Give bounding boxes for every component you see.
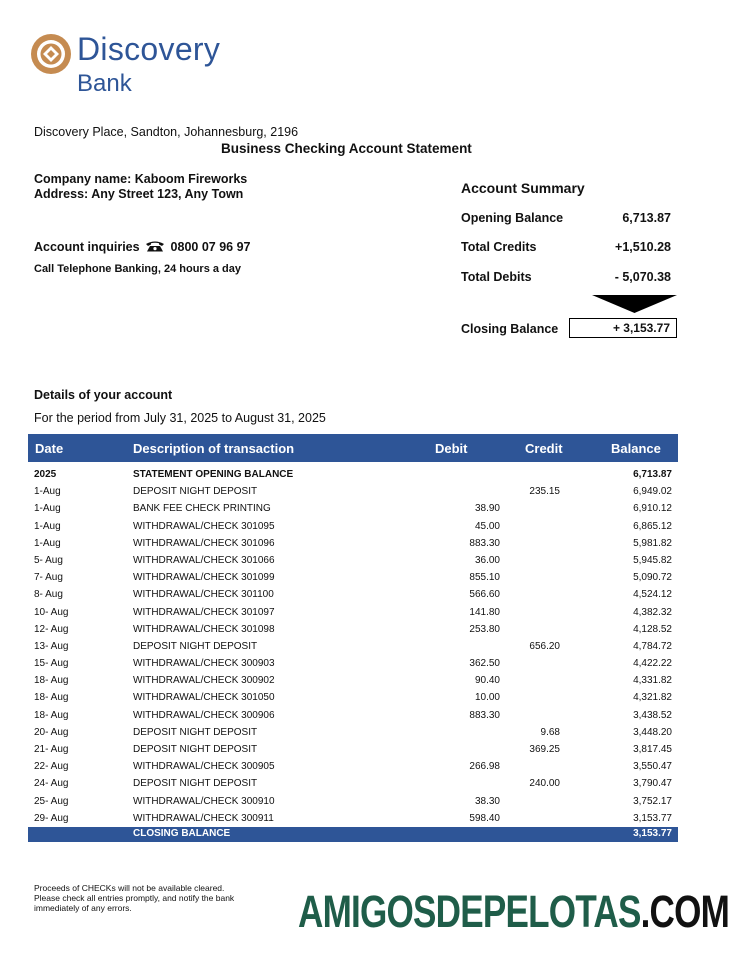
table-row	[28, 810, 678, 827]
row-debit: 90.40	[474, 675, 500, 687]
total-credits-row	[461, 240, 671, 254]
statement-title: Business Checking Account Statement	[221, 141, 472, 156]
company-info	[34, 172, 247, 202]
row-balance: 5,945.82	[633, 554, 672, 566]
row-debit: 566.60	[469, 589, 500, 601]
table-row	[28, 483, 678, 500]
row-credit: 656.20	[529, 640, 560, 652]
row-date: 10- Aug	[34, 606, 69, 618]
row-balance: 6,949.02	[633, 486, 672, 498]
opening-balance-value: 6,713.87	[622, 211, 671, 225]
table-row	[28, 775, 678, 792]
row-balance: 5,981.82	[633, 537, 672, 549]
closing-balance-label: Closing Balance	[461, 322, 559, 336]
row-description: WITHDRAWAL/CHECK 301098	[133, 623, 275, 635]
header-date: Date	[35, 441, 64, 456]
table-row	[28, 586, 678, 603]
row-date: 21- Aug	[34, 744, 69, 755]
row-balance: 4,524.12	[633, 589, 672, 601]
table-header	[28, 434, 678, 462]
table-row	[28, 793, 678, 810]
table-row	[28, 569, 678, 586]
header-description: Description of transaction	[133, 441, 295, 456]
header-credit: Credit	[525, 441, 563, 456]
total-credits-value: +1,510.28	[615, 240, 671, 254]
row-balance: 3,752.17	[633, 795, 672, 807]
row-credit: 240.00	[529, 778, 560, 790]
company-name: Company name: Kaboom Fireworks	[34, 172, 248, 186]
row-description: STATEMENT OPENING BALANCE	[133, 469, 294, 480]
row-debit: 45.00	[474, 520, 500, 532]
row-debit: 883.30	[469, 537, 500, 549]
total-debits-value: - 5,070.38	[614, 270, 671, 284]
discovery-logo-icon	[30, 33, 72, 75]
table-row	[28, 621, 678, 638]
row-date: 1-Aug	[34, 537, 61, 549]
row-date: 13- Aug	[34, 640, 69, 652]
row-date: 22- Aug	[34, 761, 69, 773]
row-balance: 3,448.20	[633, 726, 672, 738]
table-row	[28, 707, 678, 724]
logo-name: Discovery	[77, 31, 221, 67]
row-debit: 38.30	[474, 795, 500, 807]
total-debits-row	[461, 270, 671, 284]
watermark-dot: .	[640, 886, 650, 937]
row-date: 8- Aug	[34, 589, 63, 601]
table-row	[28, 724, 678, 741]
row-balance: 4,382.32	[633, 606, 672, 618]
row-date: 1-Aug	[34, 486, 61, 498]
header-balance: Balance	[611, 441, 661, 456]
row-balance: 3,790.47	[633, 778, 672, 790]
row-description: DEPOSIT NIGHT DEPOSIT	[133, 778, 258, 790]
company-address: Address: Any Street 123, Any Town	[34, 187, 244, 201]
row-balance: 6,713.87	[633, 469, 672, 480]
row-balance: 4,321.82	[633, 692, 672, 704]
row-date: 1-Aug	[34, 503, 61, 515]
footer-note: Proceeds of CHECKs will not be available cleared. Please check all entries promptly, and notify the bank immediately of any errors.	[34, 883, 235, 913]
row-description: BANK FEE CHECK PRINTING	[133, 503, 271, 515]
table-row	[28, 741, 678, 758]
footer-label: CLOSING BALANCE	[133, 827, 231, 839]
inquiries-label: Account inquiries	[34, 240, 140, 254]
table-row	[28, 655, 678, 672]
row-debit: 266.98	[469, 761, 500, 773]
row-debit: 855.10	[469, 572, 500, 584]
table-footer	[28, 827, 678, 842]
bank-logo	[30, 33, 260, 103]
row-debit: 253.80	[469, 623, 500, 635]
row-credit: 369.25	[529, 744, 560, 755]
row-balance: 4,784.72	[633, 640, 672, 652]
row-balance: 3,438.52	[633, 709, 672, 721]
account-inquiries	[34, 240, 251, 254]
telephone-icon	[145, 240, 165, 252]
row-date: 1-Aug	[34, 520, 61, 532]
row-description: WITHDRAWAL/CHECK 301096	[133, 537, 275, 549]
table-row	[28, 672, 678, 689]
footer-balance: 3,153.77	[633, 827, 672, 839]
row-balance: 3,153.77	[633, 812, 672, 824]
row-debit: 36.00	[474, 554, 500, 566]
row-description: WITHDRAWAL/CHECK 300903	[133, 658, 275, 670]
row-description: WITHDRAWAL/CHECK 301100	[133, 589, 274, 601]
opening-balance-label: Opening Balance	[461, 211, 564, 225]
row-date: 25- Aug	[34, 795, 69, 807]
row-date: 18- Aug	[34, 675, 69, 687]
row-date: 20- Aug	[34, 726, 69, 738]
row-balance: 4,331.82	[633, 675, 672, 687]
header-debit: Debit	[435, 441, 468, 456]
row-description: WITHDRAWAL/CHECK 301099	[133, 572, 275, 584]
details-title: Details of your account	[34, 388, 173, 402]
inquiries-phone: 0800 07 96 97	[170, 240, 251, 254]
row-date: 18- Aug	[34, 692, 69, 704]
row-balance: 6,910.12	[633, 503, 672, 515]
row-description: DEPOSIT NIGHT DEPOSIT	[133, 726, 258, 738]
row-debit: 38.90	[474, 503, 500, 515]
row-date: 18- Aug	[34, 709, 69, 721]
row-description: WITHDRAWAL/CHECK 301066	[133, 554, 275, 566]
row-description: WITHDRAWAL/CHECK 300905	[133, 761, 275, 773]
watermark-tld: COM	[649, 886, 729, 937]
total-credits-label: Total Credits	[461, 240, 537, 254]
row-description: DEPOSIT NIGHT DEPOSIT	[133, 744, 258, 755]
row-credit: 235.15	[529, 486, 560, 498]
row-balance: 6,865.12	[633, 520, 672, 532]
logo-sub: Bank	[77, 70, 132, 97]
row-balance: 3,550.47	[633, 761, 672, 773]
row-date: 2025	[34, 469, 57, 480]
row-balance: 5,090.72	[633, 572, 672, 584]
row-description: DEPOSIT NIGHT DEPOSIT	[133, 486, 258, 498]
table-row	[28, 689, 678, 706]
row-description: WITHDRAWAL/CHECK 301095	[133, 520, 275, 532]
table-body	[28, 466, 678, 827]
watermark	[298, 886, 729, 938]
table-row	[28, 552, 678, 569]
row-description: WITHDRAWAL/CHECK 301050	[133, 692, 275, 704]
row-date: 7- Aug	[34, 572, 63, 584]
row-debit: 598.40	[469, 812, 500, 824]
row-balance: 3,817.45	[633, 744, 672, 755]
row-debit: 10.00	[474, 692, 500, 704]
table-row	[28, 604, 678, 621]
row-debit: 362.50	[469, 658, 500, 670]
statement-period: For the period from July 31, 2025 to August 31, 2025	[34, 411, 326, 425]
down-arrow-icon	[592, 295, 677, 313]
table-row	[28, 638, 678, 655]
row-debit: 141.80	[469, 606, 500, 618]
row-description: DEPOSIT NIGHT DEPOSIT	[133, 640, 258, 652]
table-row	[28, 466, 678, 483]
watermark-main: AMIGOSDEPELOTAS	[298, 886, 641, 937]
row-description: WITHDRAWAL/CHECK 300906	[133, 709, 275, 721]
row-date: 5- Aug	[34, 554, 63, 566]
total-debits-label: Total Debits	[461, 270, 532, 284]
row-description: WITHDRAWAL/CHECK 300910	[133, 795, 275, 807]
table-row	[28, 758, 678, 775]
row-balance: 4,128.52	[633, 623, 672, 635]
table-row	[28, 518, 678, 535]
row-description: WITHDRAWAL/CHECK 301097	[133, 606, 275, 618]
row-balance: 4,422.22	[633, 658, 672, 670]
telephone-banking-note: Call Telephone Banking, 24 hours a day	[34, 263, 242, 275]
transactions-table	[28, 434, 678, 842]
row-debit: 883.30	[469, 709, 500, 721]
table-row	[28, 535, 678, 552]
bank-address: Discovery Place, Sandton, Johannesburg, 2196	[34, 125, 299, 139]
row-date: 29- Aug	[34, 812, 69, 824]
account-summary-title: Account Summary	[461, 180, 585, 196]
row-date: 12- Aug	[34, 623, 69, 635]
row-description: WITHDRAWAL/CHECK 300902	[133, 675, 275, 687]
closing-balance-value: + 3,153.77	[569, 318, 677, 338]
row-description: WITHDRAWAL/CHECK 300911	[133, 812, 274, 824]
table-row	[28, 500, 678, 517]
row-date: 24- Aug	[34, 778, 69, 790]
row-date: 15- Aug	[34, 658, 69, 670]
opening-balance-row	[461, 211, 671, 225]
row-credit: 9.68	[540, 726, 560, 738]
